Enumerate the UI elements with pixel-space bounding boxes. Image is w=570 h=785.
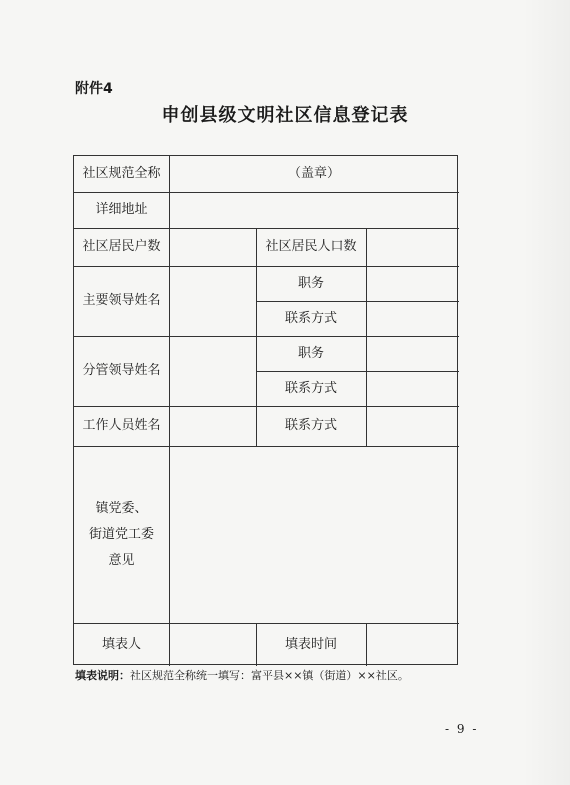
leader-position-field[interactable] bbox=[367, 267, 458, 300]
page-number: - 9 - bbox=[445, 722, 479, 736]
deputy-name-field[interactable] bbox=[170, 337, 255, 405]
opinion-label-line: 街道党工委 bbox=[88, 526, 154, 542]
households-field[interactable] bbox=[170, 229, 255, 265]
seal-note: （盖章） bbox=[287, 166, 340, 181]
households-label: 社区居民户数 bbox=[82, 239, 161, 254]
filler-field[interactable] bbox=[170, 624, 255, 665]
leader-position-label: 职务 bbox=[297, 275, 324, 291]
address-label: 详细地址 bbox=[95, 202, 148, 217]
staff-contact-field[interactable] bbox=[367, 407, 458, 445]
deputy-contact-label: 联系方式 bbox=[284, 380, 337, 396]
filler-label: 填表人 bbox=[101, 636, 141, 652]
community-name-label: 社区规范全称 bbox=[82, 166, 161, 181]
address-field[interactable] bbox=[170, 193, 458, 227]
leader-contact-field[interactable] bbox=[367, 302, 458, 335]
staff-name-label: 工作人员姓名 bbox=[82, 418, 161, 433]
party-committee-opinion-label bbox=[74, 446, 169, 623]
instructions-text: 社区规范全称统一填写：富平县××镇（街道）××社区。 bbox=[130, 669, 409, 682]
form-title: 申创县级文明社区信息登记表 bbox=[161, 105, 409, 126]
deputy-position-field[interactable] bbox=[367, 337, 458, 370]
population-field[interactable] bbox=[367, 229, 458, 265]
deputy-name-label: 分管领导姓名 bbox=[82, 363, 161, 378]
opinion-field[interactable] bbox=[170, 447, 458, 622]
leader-name-label: 主要领导姓名 bbox=[82, 293, 161, 308]
staff-contact-label: 联系方式 bbox=[284, 418, 337, 433]
fill-time-field[interactable] bbox=[367, 624, 458, 665]
attachment-label: 附件4 bbox=[75, 81, 113, 97]
fill-time-label: 填表时间 bbox=[284, 636, 337, 652]
instructions-prefix: 填表说明： bbox=[75, 669, 130, 682]
deputy-position-label: 职务 bbox=[297, 345, 324, 361]
leader-contact-label: 联系方式 bbox=[284, 310, 337, 326]
registration-form-table bbox=[73, 155, 458, 665]
population-label: 社区居民人口数 bbox=[265, 239, 357, 254]
form-instructions bbox=[75, 667, 409, 683]
deputy-contact-field[interactable] bbox=[367, 372, 458, 405]
staff-name-field[interactable] bbox=[170, 407, 255, 445]
opinion-label-line: 镇党委、 bbox=[95, 500, 148, 516]
opinion-label-line: 意见 bbox=[108, 552, 135, 568]
leader-name-field[interactable] bbox=[170, 267, 255, 335]
